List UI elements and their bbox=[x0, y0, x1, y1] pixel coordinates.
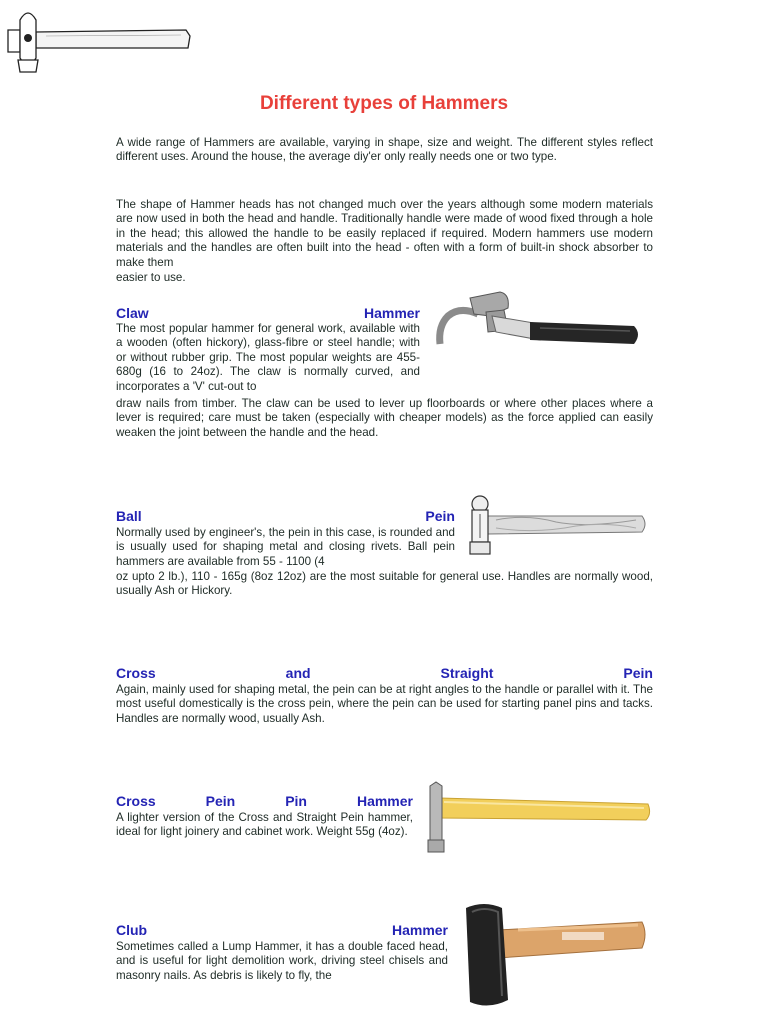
ball-pein-text: Normally used by engineer's, the pein in this case, is rounded and is usually used for shaping metal and closing rivets. Ball pein hammers are available from 55 - 1100 (4 bbox=[116, 526, 455, 568]
club-hammer-image bbox=[458, 900, 646, 1010]
page-title: Different types of Hammers bbox=[259, 93, 509, 114]
claw-hammer-text-continued: draw nails from timber. The claw can be used to lever up floorboards or where other places where a lever is required; care must be taken (especially with cheaper models) as the force applied can easily weaken the joint between the handle and the head. bbox=[116, 397, 653, 439]
header-hammer-illustration bbox=[6, 2, 192, 76]
claw-hammer-text: The most popular hammer for general work, available with a wooden (often hickory), glass-fibre or steel handle; with or without rubber grip. The most popular weights are 455-680g (16 to 24oz). The claw is normally curved, and incorporates a 'V' cut-out to bbox=[116, 322, 420, 393]
intro-paragraph-1: A wide range of Hammers are available, varying in shape, size and weight. The different styles reflect different uses. Around the house, the average diy'er only really needs one or two type. bbox=[116, 136, 653, 164]
claw-hammer-heading: Claw Hammer bbox=[116, 305, 420, 321]
intro-paragraph-2: The shape of Hammer heads has not changed much over the years although some modern materials are now used in both the head and handle. Traditionally handle were made of wood fixed through a hole in the head; this allowed the handle to be easily replaced if required. Modern hammers use modern materials and the handles are often built into the head - often with a form of built-in shock absorber to make them bbox=[116, 198, 653, 269]
claw-hammer-image bbox=[430, 286, 656, 386]
ball-pein-hammer-image bbox=[466, 494, 648, 558]
club-hammer-heading: Club Hammer bbox=[116, 922, 448, 938]
cross-pein-pin-hammer-image bbox=[420, 778, 652, 858]
cross-straight-pein-heading: Cross and Straight Pein bbox=[116, 665, 653, 681]
cross-pein-pin-heading: Cross Pein Pin Hammer bbox=[116, 793, 413, 809]
cross-straight-pein-text: Again, mainly used for shaping metal, the pein can be at right angles to the handle or parallel with it. The most useful domestically is the cross pein, where the pein can be used for starting panel pins and tacks. Handles are normally wood, usually Ash. bbox=[116, 683, 653, 725]
club-hammer-text: Sometimes called a Lump Hammer, it has a double faced head, and is useful for light demolition work, driving steel chisels and masonry nails. As debris is likely to fly, the bbox=[116, 940, 448, 982]
intro-paragraph-2-tail: easier to use. bbox=[116, 271, 186, 284]
ball-pein-text-continued: oz upto 2 lb.), 110 - 165g (8oz 12oz) are the most suitable for general use. Handles are normally wood, usually Ash or Hickory. bbox=[116, 570, 653, 598]
cross-pein-pin-text: A lighter version of the Cross and Straight Pein hammer, ideal for light joinery and cabinet work. Weight 55g (4oz). bbox=[116, 811, 413, 839]
ball-pein-heading: Ball Pein bbox=[116, 508, 455, 524]
